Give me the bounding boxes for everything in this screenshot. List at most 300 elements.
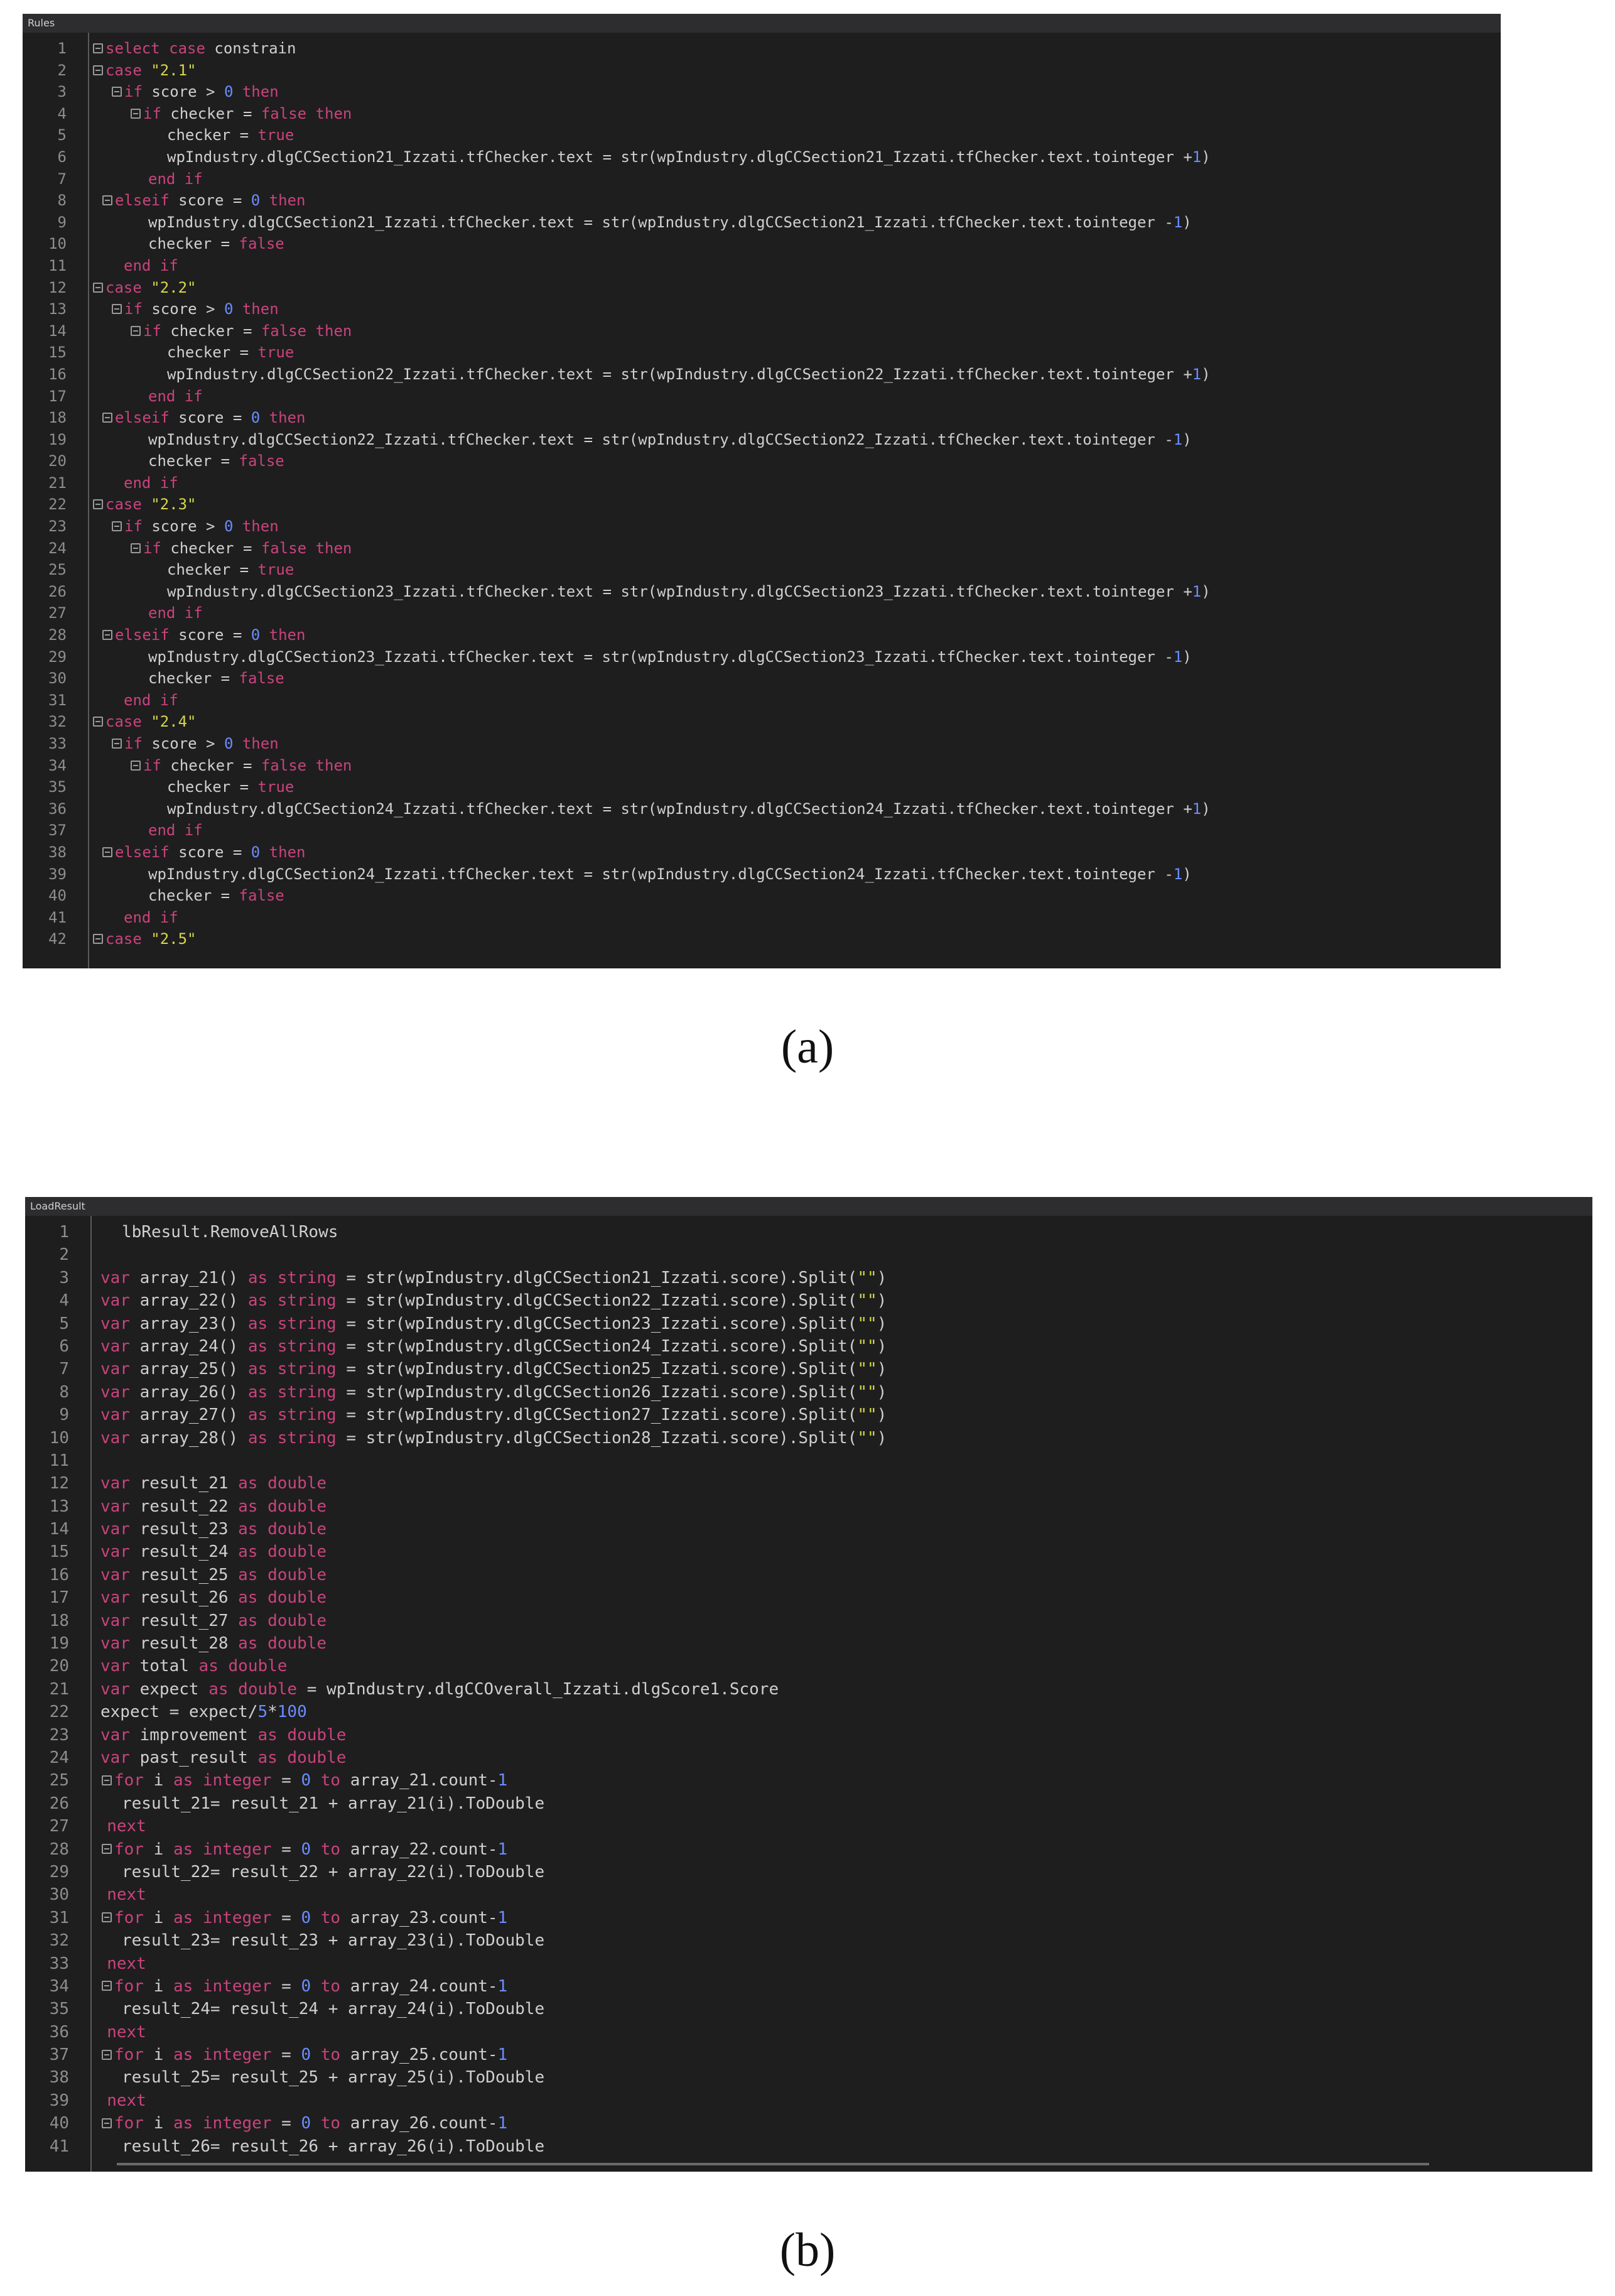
code-token: var: [100, 1679, 130, 1699]
code-token: as integer: [173, 1771, 272, 1790]
code-token: as string: [247, 1336, 337, 1356]
fold-toggle-icon[interactable]: [129, 325, 143, 338]
code-line[interactable]: [23, 277, 1501, 299]
line-number: 31: [49, 1908, 69, 1927]
code-line[interactable]: [23, 711, 1501, 733]
code-token: 0: [251, 192, 261, 210]
code-token: score =: [169, 409, 251, 427]
line-number: 16: [49, 1565, 69, 1584]
code-line[interactable]: [23, 386, 1501, 408]
code-line[interactable]: [25, 1975, 1592, 1998]
code-token: as integer: [173, 1976, 272, 1996]
code-token: improvement: [129, 1725, 258, 1745]
code-token: select case: [105, 40, 205, 57]
code-token: wpIndustry.dlgCCSection23_Izzati.tfChecker.text = str(wpIndustry.dlgCCSection23_Izzati.tfChecker.text.tointeger -: [148, 647, 1174, 666]
line-number: 9: [59, 1405, 69, 1425]
code-line[interactable]: [23, 646, 1501, 668]
code-line[interactable]: [25, 1998, 1592, 2020]
code-token: var: [100, 1497, 130, 1516]
line-number: 38: [48, 843, 67, 861]
code-token: "2.1": [141, 61, 197, 79]
code-token: = str(wpIndustry.dlgCCSection22_Izzati.score).Split(: [336, 1291, 858, 1311]
code-line[interactable]: [25, 1952, 1592, 1975]
code-line[interactable]: [25, 1518, 1592, 1541]
code-token: "": [857, 1314, 877, 1333]
line-number: 28: [48, 626, 67, 644]
code-token: var: [100, 1748, 130, 1767]
code-line[interactable]: [23, 168, 1501, 190]
code-line[interactable]: [23, 864, 1501, 885]
fold-toggle-icon[interactable]: [129, 542, 143, 556]
code-token: score =: [169, 192, 251, 210]
code-line[interactable]: [23, 255, 1501, 277]
code-line[interactable]: [25, 1381, 1592, 1404]
code-line[interactable]: [23, 842, 1501, 864]
code-token: checker =: [167, 126, 258, 144]
line-number: 23: [49, 1725, 69, 1745]
code-token: score =: [169, 626, 251, 644]
code-line[interactable]: [25, 2112, 1592, 2135]
line-number: 34: [49, 1976, 69, 1996]
code-token: next: [107, 1954, 146, 1973]
code-token: 1: [497, 1771, 508, 1790]
line-number: 5: [57, 126, 67, 144]
code-token: 0: [301, 1908, 311, 1927]
fold-toggle-icon[interactable]: [100, 1979, 114, 1993]
code-token: as integer: [173, 2114, 272, 2133]
code-token: score >: [142, 735, 224, 752]
code-token: var: [100, 1611, 130, 1630]
code-token: as string: [247, 1360, 337, 1379]
code-token: then: [233, 735, 279, 752]
fold-toggle-icon[interactable]: [101, 846, 115, 860]
fold-toggle-icon[interactable]: [100, 1911, 114, 1925]
code-token: = str(wpIndustry.dlgCCSection26_Izzati.score).Split(: [336, 1382, 858, 1402]
code-token: i: [143, 1976, 173, 1996]
code-line[interactable]: [25, 1358, 1592, 1380]
horizontal-scrollbar[interactable]: [117, 2163, 1429, 2165]
code-line[interactable]: [23, 602, 1501, 624]
code-token: as double: [238, 1634, 327, 1654]
code-token: =: [271, 1839, 301, 1859]
code-token: "2.5": [141, 930, 197, 948]
code-token: i: [143, 1771, 173, 1790]
fold-toggle-icon[interactable]: [92, 498, 105, 512]
code-token: array_27(): [129, 1405, 248, 1425]
fold-toggle-icon[interactable]: [92, 281, 105, 295]
code-line[interactable]: [25, 1335, 1592, 1358]
code-token: false: [239, 452, 284, 470]
code-line[interactable]: [23, 494, 1501, 516]
loadresult-code-area[interactable]: [25, 1221, 1592, 2158]
code-token: "": [857, 1291, 877, 1311]
code-line[interactable]: [25, 2135, 1592, 2158]
code-token: as double: [238, 1542, 327, 1562]
line-number: 8: [57, 192, 67, 210]
code-token: checker =: [167, 778, 258, 796]
code-token: 1: [1192, 799, 1202, 818]
line-number: 21: [49, 1679, 69, 1699]
code-line[interactable]: [25, 1724, 1592, 1746]
code-token: var: [100, 1360, 130, 1379]
fold-toggle-icon[interactable]: [92, 64, 105, 78]
code-line[interactable]: [25, 2089, 1592, 2112]
code-token: array_23(): [129, 1314, 248, 1333]
code-token: expect = expect/: [100, 1703, 258, 1722]
code-token: =: [271, 2114, 301, 2133]
line-number: 30: [48, 669, 67, 688]
loadresult-panel-title: LoadResult: [25, 1197, 1592, 1216]
code-token: false then: [261, 539, 352, 557]
code-token: "2.4": [141, 713, 197, 731]
code-token: i: [143, 2045, 173, 2065]
code-line[interactable]: [25, 1610, 1592, 1632]
code-token: false then: [261, 756, 352, 774]
code-token: as double: [198, 1657, 288, 1676]
code-token: then: [260, 843, 306, 861]
code-line[interactable]: [25, 1564, 1592, 1586]
fold-toggle-icon[interactable]: [129, 107, 143, 121]
code-token: expect: [129, 1679, 209, 1699]
fold-toggle-icon[interactable]: [111, 520, 124, 534]
code-token: ): [1201, 799, 1211, 818]
code-line[interactable]: [23, 233, 1501, 255]
line-number: 2: [57, 61, 67, 79]
code-token: elseif: [115, 626, 170, 644]
line-number: 41: [49, 2136, 69, 2156]
line-number: 36: [49, 2022, 69, 2042]
code-line[interactable]: [25, 1746, 1592, 1769]
line-number: 28: [49, 1839, 69, 1859]
code-token: i: [143, 1908, 173, 1927]
code-line[interactable]: [23, 581, 1501, 603]
code-line[interactable]: [25, 1267, 1592, 1289]
code-line[interactable]: [25, 1289, 1592, 1312]
code-token: for: [114, 1908, 144, 1927]
code-line[interactable]: [23, 668, 1501, 690]
code-token: as string: [247, 1314, 337, 1333]
code-token: case: [105, 495, 142, 514]
code-token: false then: [261, 104, 352, 122]
code-line[interactable]: [23, 212, 1501, 234]
code-line[interactable]: [23, 190, 1501, 212]
code-line[interactable]: [23, 559, 1501, 581]
code-token: result_24= result_24 + array_24(i).ToDouble: [122, 2000, 545, 2019]
code-token: ): [1182, 430, 1192, 448]
line-number: 19: [48, 430, 67, 448]
code-token: checker =: [148, 452, 239, 470]
fold-toggle-icon[interactable]: [100, 1774, 114, 1788]
code-token: false then: [261, 322, 352, 340]
code-token: = str(wpIndustry.dlgCCSection27_Izzati.score).Split(: [336, 1405, 858, 1425]
code-token: if: [143, 104, 161, 122]
fold-toggle-icon[interactable]: [129, 759, 143, 773]
code-token: =: [271, 1976, 301, 1996]
code-token: total: [129, 1657, 199, 1676]
code-line[interactable]: [25, 1929, 1592, 1952]
code-line[interactable]: [25, 1472, 1592, 1495]
code-line[interactable]: [23, 342, 1501, 364]
fold-toggle-icon[interactable]: [92, 933, 105, 946]
code-line[interactable]: [23, 103, 1501, 125]
code-token: for: [114, 1771, 144, 1790]
code-line[interactable]: [23, 81, 1501, 103]
code-line[interactable]: [25, 1449, 1592, 1472]
code-token: = wpIndustry.dlgCCOverall_Izzati.dlgScore1.Score: [297, 1679, 779, 1699]
code-line[interactable]: [23, 776, 1501, 798]
code-token: as integer: [173, 1839, 272, 1859]
fold-toggle-icon[interactable]: [100, 2117, 114, 2131]
code-token: end if: [148, 821, 203, 840]
fold-toggle-icon[interactable]: [111, 85, 124, 99]
code-line[interactable]: [25, 1243, 1592, 1266]
line-number: 11: [49, 1451, 69, 1470]
line-number: 22: [49, 1703, 69, 1722]
line-number: 3: [57, 83, 67, 101]
code-line[interactable]: [23, 538, 1501, 560]
code-token: if: [143, 322, 161, 340]
code-token: result_24: [129, 1542, 239, 1562]
code-line[interactable]: [23, 755, 1501, 777]
code-line[interactable]: [23, 146, 1501, 168]
code-token: result_26= result_26 + array_26(i).ToDouble: [122, 2136, 545, 2156]
code-token: =: [271, 1908, 301, 1927]
code-token: as double: [208, 1679, 298, 1699]
code-token: if: [143, 539, 161, 557]
code-token: if: [124, 83, 143, 101]
code-token: var: [100, 1428, 130, 1448]
fold-toggle-icon[interactable]: [92, 715, 105, 729]
line-number: 23: [48, 517, 67, 536]
code-token: = str(wpIndustry.dlgCCSection21_Izzati.score).Split(: [336, 1268, 858, 1287]
code-token: ): [877, 1405, 887, 1425]
code-line[interactable]: [25, 1792, 1592, 1815]
line-number: 10: [49, 1428, 69, 1448]
code-token: 1: [1173, 865, 1183, 883]
line-number: 4: [59, 1291, 69, 1311]
code-token: array_23.count-: [340, 1908, 498, 1927]
code-line[interactable]: [23, 407, 1501, 429]
code-token: 1: [497, 1976, 508, 1996]
line-number: 8: [59, 1382, 69, 1402]
code-line[interactable]: [25, 1861, 1592, 1883]
code-token: var: [100, 1474, 130, 1493]
code-line[interactable]: [25, 1495, 1592, 1518]
code-line[interactable]: [23, 60, 1501, 82]
code-token: 0: [224, 517, 234, 536]
line-number: 33: [48, 735, 67, 752]
line-number: 6: [59, 1336, 69, 1356]
code-line[interactable]: [23, 624, 1501, 646]
code-token: true: [257, 126, 294, 144]
code-line[interactable]: [23, 820, 1501, 842]
code-token: checker =: [167, 561, 258, 579]
line-number: 17: [48, 387, 67, 405]
line-number: 29: [48, 647, 67, 666]
code-line[interactable]: [25, 1313, 1592, 1335]
line-number: 15: [48, 344, 67, 362]
code-line[interactable]: [25, 1907, 1592, 1929]
code-line[interactable]: [25, 1632, 1592, 1655]
fold-toggle-icon[interactable]: [100, 1843, 114, 1856]
code-line[interactable]: [23, 798, 1501, 820]
line-number: 40: [48, 887, 67, 905]
line-number: 39: [49, 2091, 69, 2110]
code-token: result_23: [129, 1520, 239, 1539]
fold-toggle-icon[interactable]: [111, 303, 124, 317]
code-token: checker =: [161, 539, 261, 557]
code-token: as double: [257, 1725, 347, 1745]
code-token: end if: [148, 387, 203, 405]
code-line[interactable]: [25, 2044, 1592, 2066]
code-line[interactable]: [23, 320, 1501, 342]
code-token: 0: [224, 300, 234, 318]
code-line[interactable]: [23, 690, 1501, 712]
code-line[interactable]: [23, 472, 1501, 494]
line-number: 11: [48, 256, 67, 274]
code-line[interactable]: [23, 450, 1501, 472]
code-token: 5: [257, 1703, 268, 1722]
code-token: array_25(): [129, 1360, 248, 1379]
code-line[interactable]: [23, 364, 1501, 386]
fold-toggle-icon[interactable]: [101, 629, 115, 642]
line-number: 13: [48, 300, 67, 318]
fold-toggle-icon[interactable]: [101, 194, 115, 208]
code-line[interactable]: [23, 429, 1501, 451]
code-token: for: [114, 2114, 144, 2133]
line-number: 7: [59, 1360, 69, 1379]
code-line[interactable]: [23, 298, 1501, 320]
fold-toggle-icon[interactable]: [101, 411, 115, 425]
code-token: to: [311, 2045, 341, 2065]
code-token: 1: [497, 2045, 508, 2065]
code-token: ): [877, 1336, 887, 1356]
code-line[interactable]: [23, 928, 1501, 950]
code-token: ): [877, 1268, 887, 1287]
code-token: array_22(): [129, 1291, 248, 1311]
code-token: 1: [1173, 430, 1183, 448]
code-token: 0: [301, 2045, 311, 2065]
code-token: = str(wpIndustry.dlgCCSection23_Izzati.score).Split(: [336, 1314, 858, 1333]
code-token: array_26(): [129, 1382, 248, 1402]
rules-code-area[interactable]: [23, 38, 1501, 950]
caption-b: (b): [779, 2224, 836, 2277]
code-line[interactable]: [25, 1678, 1592, 1701]
code-token: result_25= result_25 + array_25(i).ToDouble: [122, 2068, 545, 2088]
code-token: array_22.count-: [340, 1839, 498, 1859]
code-token: then: [233, 83, 279, 101]
code-line[interactable]: [23, 38, 1501, 60]
code-token: score >: [142, 300, 224, 318]
code-line[interactable]: [23, 124, 1501, 146]
fold-toggle-icon[interactable]: [100, 2049, 114, 2062]
code-token: end if: [148, 170, 203, 188]
code-line[interactable]: [25, 1586, 1592, 1609]
code-token: var: [100, 1314, 130, 1333]
code-token: result_22: [129, 1497, 239, 1516]
line-number: 20: [49, 1657, 69, 1676]
code-token: as string: [247, 1268, 337, 1287]
code-token: 1: [1173, 213, 1183, 231]
code-line[interactable]: [25, 1883, 1592, 1906]
code-line[interactable]: [23, 907, 1501, 929]
code-token: *: [267, 1703, 278, 1722]
line-number: 22: [48, 495, 67, 514]
line-number: 29: [49, 1862, 69, 1882]
code-token: to: [311, 1976, 341, 1996]
code-token: as integer: [173, 1908, 272, 1927]
code-line[interactable]: [25, 1427, 1592, 1449]
code-line[interactable]: [23, 885, 1501, 907]
code-token: as double: [238, 1588, 327, 1608]
code-token: as double: [238, 1474, 327, 1493]
line-number: 41: [48, 908, 67, 926]
line-number: 14: [49, 1520, 69, 1539]
code-token: then: [233, 517, 279, 536]
code-token: ): [1182, 647, 1192, 666]
code-token: past_result: [129, 1748, 258, 1767]
code-token: "2.3": [141, 495, 197, 514]
code-token: "": [857, 1360, 877, 1379]
code-token: case: [105, 61, 142, 79]
code-line[interactable]: [25, 2066, 1592, 2089]
code-token: 0: [251, 409, 261, 427]
code-token: var: [100, 1405, 130, 1425]
code-line[interactable]: [25, 1769, 1592, 1792]
line-number: 30: [49, 1885, 69, 1905]
code-line[interactable]: [25, 1838, 1592, 1861]
code-token: array_25.count-: [340, 2045, 498, 2065]
line-number: 24: [48, 539, 67, 557]
code-token: 100: [277, 1703, 307, 1722]
code-line[interactable]: [23, 733, 1501, 755]
code-line[interactable]: [25, 2021, 1592, 2044]
code-token: ): [1201, 365, 1211, 383]
code-token: checker =: [167, 344, 258, 362]
code-token: 0: [301, 2114, 311, 2133]
code-token: wpIndustry.dlgCCSection21_Izzati.tfChecker.text = str(wpIndustry.dlgCCSection21_Izzati.tfChecker.text.tointeger -: [148, 213, 1174, 231]
line-number: 12: [49, 1474, 69, 1493]
code-token: for: [114, 1976, 144, 1996]
code-line[interactable]: [25, 1701, 1592, 1723]
line-number: 37: [48, 821, 67, 840]
code-token: result_23= result_23 + array_23(i).ToDouble: [122, 1931, 545, 1951]
code-line[interactable]: [25, 1221, 1592, 1243]
code-token: as double: [257, 1748, 347, 1767]
code-token: 0: [224, 83, 234, 101]
code-token: 1: [1173, 647, 1183, 666]
line-number: 34: [48, 756, 67, 774]
code-token: result_22= result_22 + array_22(i).ToDouble: [122, 1862, 545, 1882]
line-number: 38: [49, 2068, 69, 2088]
code-token: as string: [247, 1291, 337, 1311]
fold-toggle-icon[interactable]: [92, 42, 105, 56]
code-token: checker =: [161, 756, 261, 774]
code-token: to: [311, 1908, 341, 1927]
code-token: wpIndustry.dlgCCSection24_Izzati.tfChecker.text = str(wpIndustry.dlgCCSection24_Izzati.tfChecker.text.tointeger +: [167, 799, 1192, 818]
code-line[interactable]: [23, 516, 1501, 538]
code-token: if: [143, 756, 161, 774]
fold-toggle-icon[interactable]: [111, 737, 124, 751]
code-line[interactable]: [25, 1541, 1592, 1563]
line-number: 9: [57, 213, 67, 231]
code-token: as integer: [173, 2045, 272, 2065]
code-line[interactable]: [25, 1655, 1592, 1677]
code-line[interactable]: [25, 1815, 1592, 1838]
code-token: next: [107, 1885, 146, 1905]
code-token: wpIndustry.dlgCCSection22_Izzati.tfChecker.text = str(wpIndustry.dlgCCSection22_Izzati.tfChecker.text.tointeger +: [167, 365, 1192, 383]
code-line[interactable]: [25, 1404, 1592, 1426]
